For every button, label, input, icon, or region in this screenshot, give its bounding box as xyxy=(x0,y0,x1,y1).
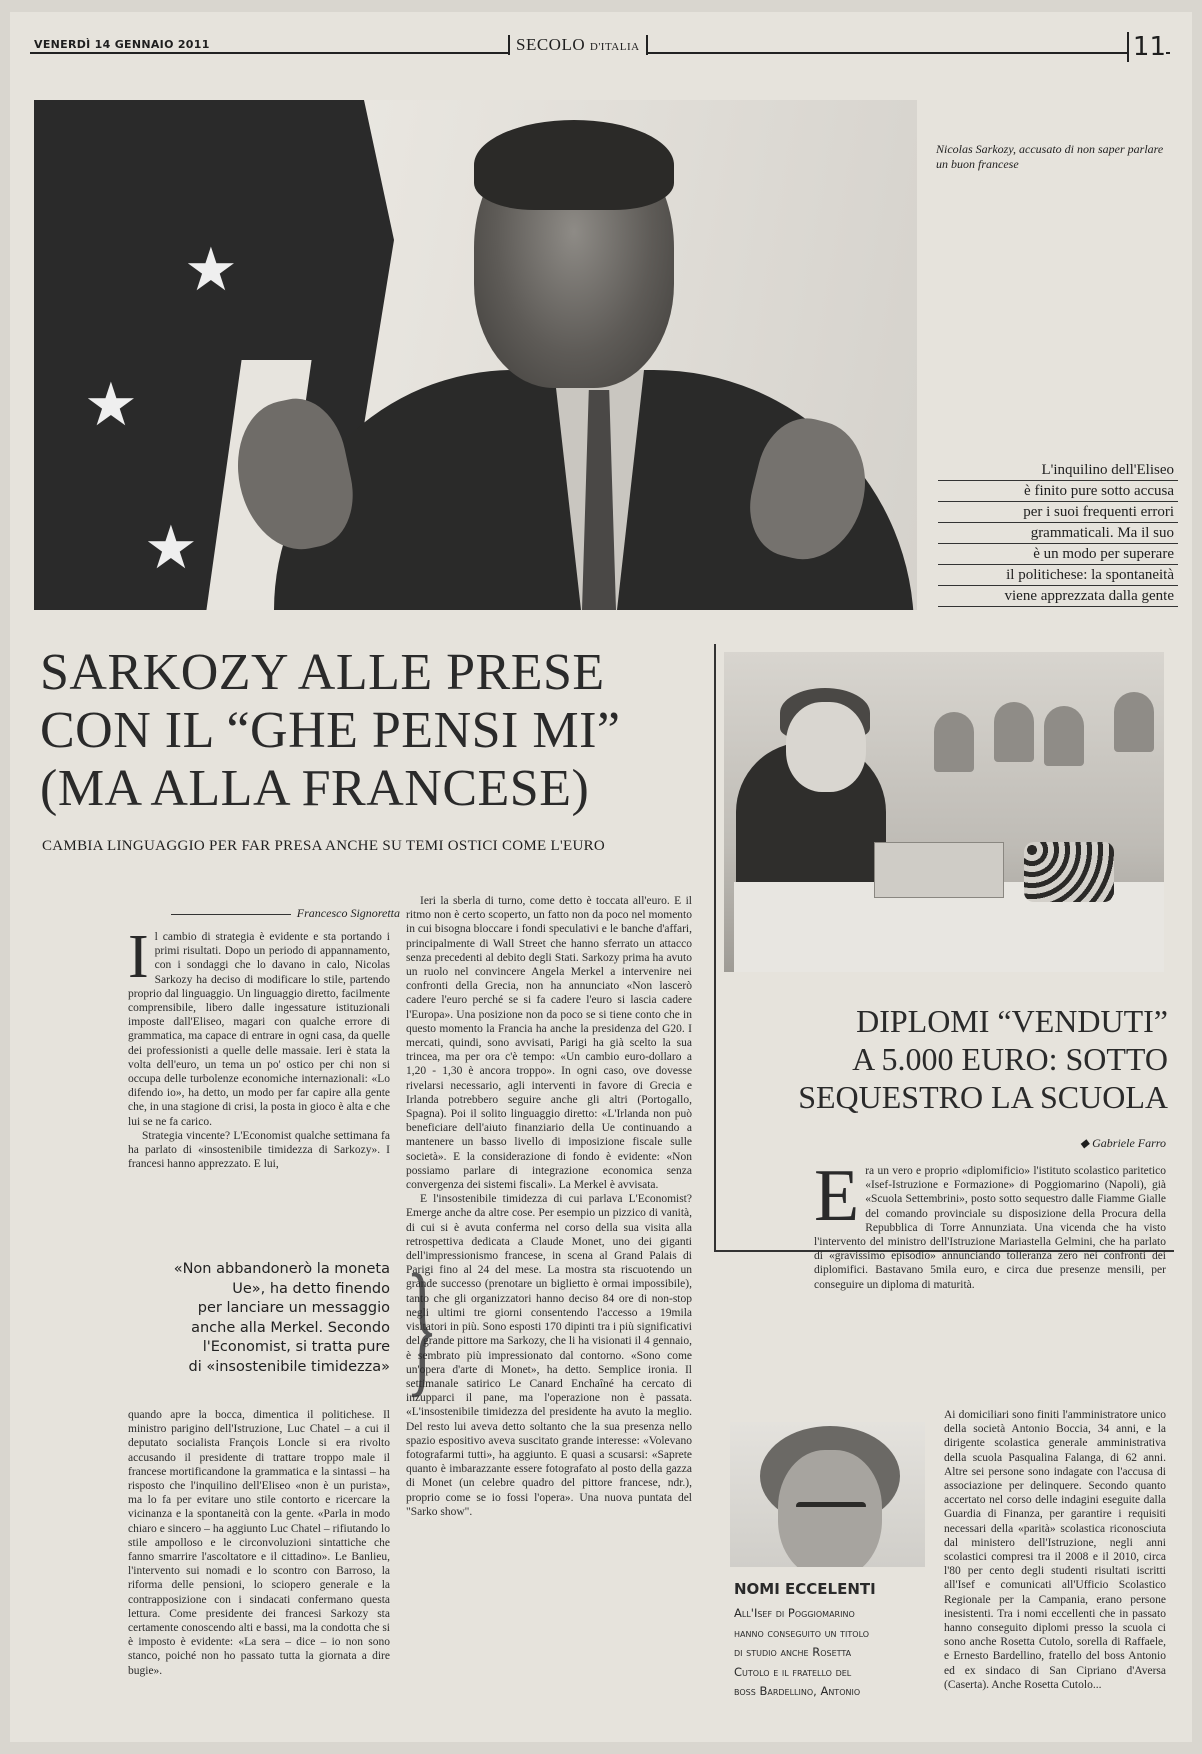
box-quote-line: è finito pure sotto accusa xyxy=(938,481,1178,502)
article-column-2 xyxy=(406,894,692,1726)
paragraph: ra un vero e proprio «diplomificio» l'istituto scolastico paritetico «Isef-Istruzione e Formazione» di Poggiomarino (Napoli), già «Scuola Settembrini», posto sotto sequestro dalle Fiamme Gialle del comando provinciale su disposizione della Procura della Repubblica di Torre Annunziata. Una vicenda che ha visto l'intervento del ministro dell'Istruzione Mariastella Gelmini, che ha parlato di «gravissimo episodio» annunciando tolleranza zero nei confronti dei diplomifici. Bastavano 5mila euro, e circa due presenze mensili, per conseguire un diploma di maturità. xyxy=(814,1165,1166,1291)
pull-quote-line: Ue», ha detto finendo xyxy=(232,1280,390,1297)
article-subhead: CAMBIA LINGUAGGIO PER FAR PRESA ANCHE SU TEMI OSTICI COME L'EURO xyxy=(42,838,606,854)
sidebar-line: di studio anche Rosetta xyxy=(734,1645,852,1659)
headline-line: DIPLOMI “VENDUTI” xyxy=(856,1003,1168,1039)
article2-headline xyxy=(726,1002,1168,1116)
paragraph: E l'insostenibile timidezza di cui parlava L'Economist? Emerge anche da altre cose. Per esempio un pizzico di vanità, di cui si è avuta conferma nel corso della sua visita alla retrospettiva dedicata a Claude Monet, uno dei giganti dell'impressionismo francese, in scena al Grand Palais di Parigi fino al 24 del mese. La mostra sta riscuotendo un grande successo (prenotare un biglietto è ormai impossibile), tanto che gli organizzatori hanno deciso 84 ore di non-stop negli ultimi tre giorni consentendo l'accesso a 19mila visitatori in più. Sono esposti 170 dipinti tra i più significativi del grande pittore ma Sarkozy, che li ha visionati il 4 gennaio, è sembrato più impressionato dal contorno. «Sono come un'opera d'arte di Monet», ha detto. Semplice ironia. Il settimanale satirico Le Canard Enchaîné ha cercato di inzupparci il pane, ma l'operazione non è passata. «L'insostenibile timidezza del presidente ha avuto la meglio. Del resto lui aveva detto soltanto che la sua presenza nello spazio espositivo aveva suscitato grande interesse: «Volevano fotografarmi tutti», ha aggiunto. E quasi a scusarsi: «Saprete quanto è imbarazzante essere fotografato al posto della gazza di Monet (un celebre quadro del pittore francese, ndr.), proprio come se io fossi l'opera». Una nuova puntata del "Sarko show". xyxy=(406,1193,692,1518)
pull-quote-line: per lanciare un messaggio xyxy=(197,1300,390,1316)
paragraph: Ieri la sberla di turno, come detto è toccata all'euro. E il ritmo non è certo scoperto, un fatto non da poco nel momento in cui bisogna bloccare i fondi speculativi e le banche d'affari, principalmente di Wall Street che hanno sferrato un attacco senza precedenti al debito degli Stati. Sarkozy prima ha avuto un ruolo nel convincere Angela Merkel a intervenire nei confronti della Grecia, non ha annunciato «Non lascerò cadere l'euro perché se si fa cadere l'euro si lascia cadere l'Europa». Una posizione non da poco se si tiene conto che in questo momento la Francia ha anche la presidenza del G20. I mercati, quindi, sono avvisati, Parigi ha già scelto la sua trincea, ma per ora c'è tempo: «Un cambio euro-dollaro a 1,20 - 1,30 è ancora troppo». In ogni caso, ove dovesse rivelarsi necessario, agli interventi in favore di Grecia e Irlanda potrebbero seguire anche gli altri (Portogallo, Spagna). Poi il solito linguaggio diretto: «L'Irlanda non può beneficiare dell'aiuto finanziario della Ue continuando a mantenere un basso livello di imposizione fiscale sulle società». E la considerazione di fondo è evidente: «Non possiamo parlare di integrazione economica senza convergenza dei sistemi fiscali». La Merkel è avvisata. xyxy=(406,895,692,1192)
box-quote-line: viene apprezzata dalla gente xyxy=(938,586,1178,607)
box-quote xyxy=(938,460,1178,607)
headline-line: SEQUESTRO LA SCUOLA xyxy=(798,1079,1168,1115)
sidebar-text xyxy=(734,1604,930,1702)
pull-quote-line: anche alla Merkel. Secondo xyxy=(191,1319,390,1336)
article2-column-top xyxy=(814,1164,1166,1400)
sarkozy-photo xyxy=(34,100,917,610)
newspaper-title-small: D'ITALIA xyxy=(589,41,640,53)
issue-date: VENERDÌ 14 GENNAIO 2011 xyxy=(34,38,210,51)
newspaper-title xyxy=(508,35,648,55)
page-number: 11 xyxy=(1127,32,1166,62)
pull-quote-line: l'Economist, si tratta pure xyxy=(202,1339,390,1355)
article2-column xyxy=(944,1408,1166,1726)
dropcap: I xyxy=(128,930,149,991)
paragraph: l cambio di strategia è evidente e sta portando i primi risultati. Dopo un periodo di appannamento, con i sondaggi che lo davano in calo, Nicolas Sarkozy ha deciso di modificare lo stile, partendo proprio dal linguaggio. Un linguaggio diretto, facilmente comprensibile, libero dalle ingessature istituzionali imposte dall'Eliseo, magari con qualche errore di grammatica, ma capace di entrare in ogni casa, da quelle dei professionisti a quelle delle massaie. Ieri è stata la volta dell'euro, un tema un po' ostico per chi non si occupa delle turbolenze economiche internazionali: «Lo difendo io», ha detto, un modo per far capire alla gente che, in una stagione di crisi, la posta in gioco è alta e che lui se ne fa carico. xyxy=(128,931,390,1128)
article-headline xyxy=(40,644,700,818)
article-column-1-continued xyxy=(128,1408,390,1726)
sidebar-line: All'Isef di Poggiomarino xyxy=(734,1606,855,1620)
headline-line: A 5.000 EURO: SOTTO xyxy=(852,1041,1168,1077)
sidebar-line: boss Bardellino, Antonio xyxy=(734,1684,861,1698)
pull-quote xyxy=(128,1260,390,1377)
star-icon: ★ xyxy=(84,370,138,440)
newspaper-title-main: SECOLO xyxy=(516,35,586,54)
article2-byline-name: Gabriele Farro xyxy=(1092,1136,1166,1150)
sidebar-title: NOMI ECCELENTI xyxy=(734,1580,876,1598)
article2-byline: ◆ Gabriele Farro xyxy=(1079,1136,1166,1150)
headline-line: CON IL “GHE PENSI MI” xyxy=(40,702,621,759)
pull-quote-line: di «insostenibile timidezza» xyxy=(188,1358,390,1375)
sidebar-line: Cutolo e il fratello del xyxy=(734,1664,852,1679)
box-quote-line: grammaticali. Ma il suo xyxy=(938,523,1178,544)
headline-line: (MA ALLA FRANCESE) xyxy=(40,760,590,817)
dropcap: E xyxy=(814,1164,860,1237)
article-column-1 xyxy=(128,930,390,1230)
photo-caption: Nicolas Sarkozy, accusato di non saper parlare un buon francese xyxy=(936,142,1164,171)
box-quote-line: L'inquilino dell'Eliseo xyxy=(938,460,1178,481)
newspaper-page xyxy=(10,12,1192,1742)
paragraph: Ai domiciliari sono finiti l'amministratore unico della società Antonio Boccia, 34 anni, e la dirigente scolastica generale amministrativa della scuola Pasqualina Falanga, di 62 anni. Altre sei persone sono indagate con l'accusa di associazione per delinquere. Secondo quanto accertato nel corso delle indagini eseguite dalla Guardia di Finanza, per garantire i requisiti necessari della «parità» scolastica riconosciuta dal ministero dell'Istruzione, negli anni scolastici compresi tra il 2008 e il 2010, circa l'80 per cento degli studenti risultati iscritti all'Isef e comunicati all'Ufficio Scolastico Regionale per la Campania, erano persone inesistenti. Tra i nomi eccellenti che in passato hanno conseguito diplomi presso la scuola ci sono anche Rosetta Cutolo, sorella di Raffaele, e Ernesto Bardellino, fratello del boss Antonio ed ex sindaco di San Cipriano d'Aversa (Caserta). Anche Rosetta Cutolo... xyxy=(944,1409,1166,1691)
headline-line: SARKOZY ALLE PRESE xyxy=(40,644,605,701)
pull-quote-line: «Non abbandonerò la moneta xyxy=(173,1261,390,1277)
masthead xyxy=(30,32,1170,80)
box-quote-line: è un modo per superare xyxy=(938,544,1178,565)
sidebar-line: hanno conseguito un titolo xyxy=(734,1625,870,1640)
brace-ornament: } xyxy=(405,1244,439,1410)
star-icon: ★ xyxy=(144,513,198,583)
portrait-photo xyxy=(730,1422,925,1567)
star-icon: ★ xyxy=(184,235,238,305)
box-quote-line: il politichese: la spontaneità xyxy=(938,565,1178,586)
article-byline: Francesco Signoretta xyxy=(138,906,400,921)
box-quote-line: per i suoi frequenti errori xyxy=(938,502,1178,523)
paragraph: Strategia vincente? L'Economist qualche settimana fa ha parlato di «insostenibile timidezza di Sarkozy». I francesi hanno apprezzato. E lui, xyxy=(128,1129,390,1171)
paragraph: quando apre la bocca, dimentica il politichese. Il ministro parigino dell'Istruzione, Luc Chatel – a cui il deputato socialista François Loncle si era rivolto accusando il presidente di trattare troppo male il francese mortificandone la grammatica e la sintassi – ha risposto che l'inquilino dell'Eliseo «non è un purista», ma lo fa per evitare uno stile contorto e ricercare la vicinanza e la spontaneità con la gente. «Parla in modo chiaro e sincero – ha aggiunto Luc Chatel – rifiutando lo stile ampolloso e le circonvoluzioni sintattiche che fanno smarrire l'ascoltatore e il cittadino». Le Banlieu, l'intervento sui nomadi e lo scontro con Barroso, la riforma delle pensioni, lo sciopero generale e la contrapposizione con i sindacati confermano questa lettura. Come presidente dei francesi Sarkozy sta certamente conoscendo alti e bassi, ma la condotta che si è imposto è evidente: «La sera – dice – io non sono stanco, poiché non ho passato tutta la giornata a dire bugie». xyxy=(128,1409,390,1677)
classroom-photo xyxy=(724,652,1164,972)
